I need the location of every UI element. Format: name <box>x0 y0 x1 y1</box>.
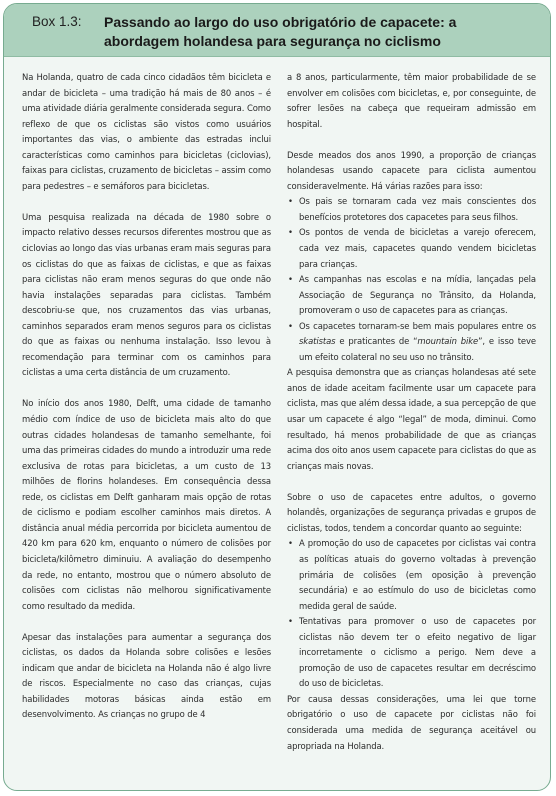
list-item: • As campanhas nas escolas e na mídia, lançadas pela Associação de Segurança no Trânsito, da Holanda, promoveram o uso de capacetes para as crianças. <box>299 272 536 319</box>
paragraph: No início dos anos 1980, Delft, uma cidade de tamanho médio com índice de uso de bicicleta mais alto do que outras cidades holandesas de tamanho semelhante, foi uma das primeiras cidades do mundo a introduzir uma rede exclusiva de rotas para bicicletas, a um custo de 13 milhões de florins holandeses. Em consequência dessa rede, os ciclistas em Delft ganharam mais opção de rotas de ciclismo e podiam escolher caminhos mais diretos. A distância anual média percorrida por bicicleta aumentou de 420 km para 620 km, enquanto o número de colisões por bicicleta/kilômetro diminuiu. A avaliação do desempenho da rede, no entanto, mostrou que o número absoluto de colisões com ciclistas não melhorou significativamente como resultado da medida. <box>22 398 271 611</box>
box-label: Box 1.3: <box>32 14 82 29</box>
paragraph: Apesar das instalações para aumentar a segurança dos ciclistas, os dados da Holanda sobre colisões e lesões indicam que andar de bicicleta na Holanda não é algo livre de riscos. Especialmente no caso das crianças, cujas habilidades motoras básicas ainda estão em desenvolvimento. As crianças no grupo de 4 <box>22 631 271 720</box>
left-column <box>22 70 271 754</box>
list-item: • Os pais se tornaram cada vez mais conscientes dos benefícios protetores dos capacetes para seus filhos. <box>299 194 536 225</box>
right-column <box>287 70 536 754</box>
emphasis: mountain bike <box>417 336 479 347</box>
list-item-text: Os capacetes tornaram-se bem mais populares entre os <box>299 320 536 331</box>
list-item-text: ”, e isso teve um efeito colateral no seu uso no trânsito. <box>299 336 536 362</box>
list-item: • Os pontos de venda de bicicletas a varejo oferecem, cada vez mais, capacetes quando vendem bicicletas para crianças. <box>299 225 536 272</box>
list-item-text: e praticantes de “ <box>335 336 418 347</box>
bullet-list <box>287 194 536 365</box>
list-item <box>299 319 536 366</box>
paragraph: a 8 anos, particularmente, têm maior probabilidade de se envolver em colisões com bicicletas, e, por conseguinte, de sofrer lesões na cabeça que requeiram admissão em hospital. <box>287 72 536 129</box>
paragraph: A pesquisa demonstra que as crianças holandesas até sete anos de idade aceitam facilmente usar um capacete para ciclista, mas que além dessa idade, a sua percepção de que usar um capacete é algo “legal” de moda, diminui. Como resultado, há menos probabilidade de que as crianças acima dos oito anos usem capacete para ciclistas do que as crianças mais novas. <box>287 367 536 471</box>
paragraph: Na Holanda, quatro de cada cinco cidadãos têm bicicleta e andar de bicicleta – uma tradição há mais de 80 anos – é uma atividade diária geralmente considerada segura. Como reflexo de que os ciclistas são vistos como usuários importantes das vias, o ambiente das estradas inclui características como caminhos para bicicletas (ciclovias), faixas para ciclistas, cruzamento de bicicletas – assim como para pedestres – e semáforos para bicicletas. <box>22 72 271 191</box>
box-header <box>4 4 550 57</box>
paragraph: Por causa dessas considerações, uma lei que torne obrigatório o uso de capacete por ciclistas não foi considerada uma medida de segurança aceitável ou apropriada na Holanda. <box>287 693 536 751</box>
list-item: • Tentativas para promover o uso de capacetes por ciclistas não devem ter o efeito negativo de ligar incorretamente o ciclismo a perigo. Nem deve a promoção de uso de capacetes resultar em decréscimo do uso de bicicletas. <box>299 614 536 692</box>
box-panel <box>3 3 551 791</box>
paragraph: Sobre o uso de capacetes entre adultos, o governo holandês, organizações de segurança privadas e grupos de ciclistas, todos, tendem a concordar quanto ao seguinte: <box>287 491 536 533</box>
bullet-list <box>287 536 536 691</box>
box-title: Passando ao largo do uso obrigatório de capacete: a abordagem holandesa para segurança no ciclismo <box>104 14 457 49</box>
paragraph: Desde meados dos anos 1990, a proporção de crianças holandesas usando capacete para ciclista aumentou consideravelmente. Há várias razões para isso: <box>287 149 536 191</box>
emphasis: skatistas <box>299 336 336 347</box>
list-item: • A promoção do uso de capacetes por ciclistas vai contra as políticas atuais do governo voltadas à prevenção primária de colisões (em oposição à prevenção secundária) e ao estímulo do uso de bicicletas como medida geral de saúde. <box>299 536 536 614</box>
text-columns <box>22 70 536 754</box>
paragraph: Uma pesquisa realizada na década de 1980 sobre o impacto relativo desses recursos diferentes mostrou que as ciclovias ao longo das vias urbanas eram mais seguras para os ciclistas do que as faixas de ciclistas, e que as faixas para ciclistas não eram menos seguras do que onde não havia instalações separadas para ciclistas. Também descobriu-se que, nos cruzamentos das vias urbanas, caminhos separados eram menos seguros para os ciclistas do que as faixas ou nenhuma instalação. Isso levou à recomendação para terminar com os caminhos para ciclistas a uma certa distância de um cruzamento. <box>22 211 271 378</box>
